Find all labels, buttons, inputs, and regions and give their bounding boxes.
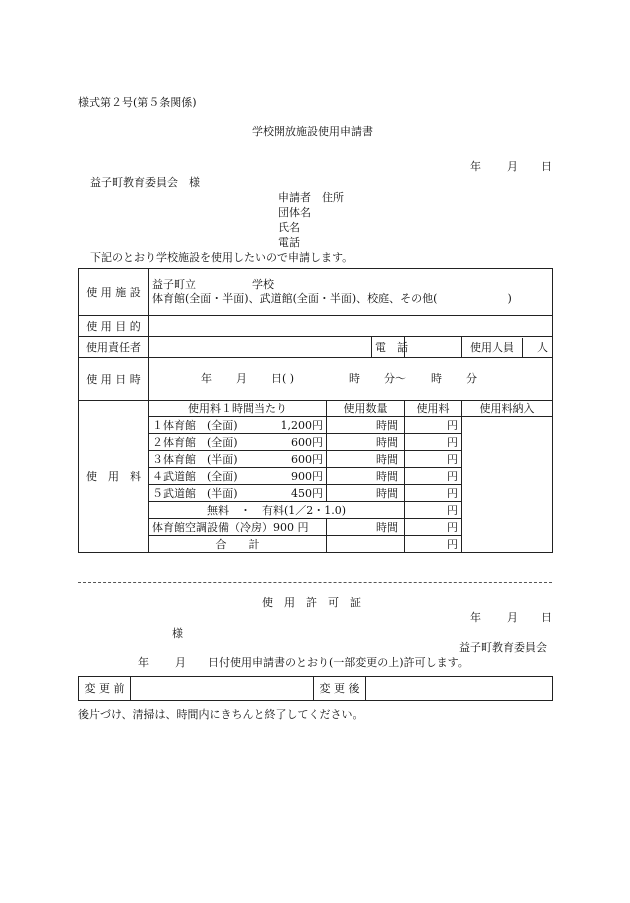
phone-label: 電 話 — [372, 337, 405, 358]
ac-fee[interactable]: 円 — [405, 519, 462, 536]
fee-header-qty: 使用数量 — [327, 401, 405, 417]
dt-min-start: 分〜 — [384, 372, 406, 385]
fee-qty-cell[interactable]: 時間 — [327, 485, 405, 502]
fee-row — [79, 417, 553, 434]
permit-date-year: 年 — [470, 611, 481, 624]
date-month: 月 — [507, 160, 518, 173]
ac-label: 体育館空調設備（冷房）900 円 — [149, 519, 327, 536]
dt-hour-end: 時 — [431, 372, 442, 385]
addressee: 益子町教育委員会 様 — [90, 176, 200, 189]
facility-school: 学校 — [252, 278, 274, 291]
phone-field[interactable] — [405, 337, 462, 358]
permit-body-year: 年 — [138, 656, 149, 669]
permit-issuer: 益子町教育委員会 — [459, 641, 547, 654]
dt-year: 年 — [201, 372, 212, 385]
dt-min-end: 分 — [466, 372, 477, 385]
fee-amount-cell[interactable]: 円 — [405, 485, 462, 502]
group-name-label: 団体名 — [278, 206, 311, 219]
fee-header-fee: 使用料 — [405, 401, 462, 417]
total-label: 合 計 — [149, 536, 327, 553]
facility-options: 体育館(全面・半面)、武道館(全面・半面)、校庭、その他( — [152, 292, 438, 305]
fee-label: 使 用 料 — [79, 401, 149, 553]
fee-header-rate: 使用料１時間当たり — [149, 401, 327, 417]
fee-amount-cell[interactable]: 円 — [405, 417, 462, 434]
fee-qty-cell[interactable]: 時間 — [327, 468, 405, 485]
facility-cell[interactable] — [149, 269, 553, 316]
form-title: 学校開放施設使用申請書 — [252, 125, 373, 138]
fee-header-paid: 使用料納入 — [462, 401, 553, 417]
fee-amount-cell[interactable]: 円 — [405, 451, 462, 468]
fee-paid-cell[interactable] — [462, 417, 553, 553]
people-unit: 人 — [537, 340, 549, 354]
change-before-label: 変 更 前 — [79, 677, 131, 701]
date-day: 日 — [541, 160, 552, 173]
fee-rate-cell: ２体育館 (全面) 600円 — [149, 434, 327, 451]
total-fee[interactable]: 円 — [405, 536, 462, 553]
section-divider — [78, 582, 552, 583]
applicant-address-label: 申請者 住所 — [278, 191, 344, 204]
responsible-field[interactable] — [149, 337, 372, 358]
change-after-label: 変 更 後 — [314, 677, 366, 701]
dt-hour-start: 時 — [349, 372, 360, 385]
fee-qty-cell[interactable]: 時間 — [327, 451, 405, 468]
form-number: 様式第２号(第５条関係) — [78, 96, 197, 109]
free-paid-option[interactable]: 無料 ・ 有料(1／2・1.0) — [149, 502, 405, 519]
total-qty — [327, 536, 405, 553]
permit-date-month: 月 — [507, 611, 518, 624]
intro-text: 下記のとおり学校施設を使用したいので申請します。 — [90, 251, 354, 264]
applicant-phone-label: 電話 — [278, 236, 300, 249]
dt-day: 日( ) — [271, 372, 295, 385]
change-before-field[interactable] — [131, 677, 314, 701]
free-paid-fee[interactable]: 円 — [405, 502, 462, 519]
cleanup-note: 後片づけ、清掃は、時間内にきちんと終了してください。 — [78, 708, 364, 721]
purpose-label: 使 用 目 的 — [79, 316, 149, 337]
fee-qty-cell[interactable]: 時間 — [327, 434, 405, 451]
change-table — [78, 676, 553, 701]
facility-label: 使 用 施 設 — [79, 269, 149, 316]
permit-title: 使 用 許 可 証 — [262, 596, 361, 609]
people-label: 使用人員 — [462, 338, 523, 357]
datetime-label: 使 用 日 時 — [79, 358, 149, 401]
fee-rate-cell: ４武道館 (全面) 900円 — [149, 468, 327, 485]
purpose-field[interactable] — [149, 316, 553, 337]
fee-qty-cell[interactable]: 時間 — [327, 417, 405, 434]
permit-addressee: 様 — [172, 627, 183, 640]
dt-month: 月 — [236, 372, 247, 385]
people-cell[interactable] — [462, 337, 553, 358]
permit-body-text: 日付使用申請書のとおり(一部変更の上)許可します。 — [208, 656, 469, 669]
permit-date-day: 日 — [541, 611, 552, 624]
ac-qty[interactable]: 時間 — [327, 519, 405, 536]
date-year: 年 — [470, 160, 481, 173]
applicant-name-label: 氏名 — [278, 221, 300, 234]
fee-amount-cell[interactable]: 円 — [405, 468, 462, 485]
datetime-field[interactable] — [149, 358, 553, 401]
change-after-field[interactable] — [366, 677, 553, 701]
facility-options-end: ) — [507, 292, 512, 305]
responsible-label: 使用責任者 — [79, 337, 149, 358]
permit-body-month: 月 — [175, 656, 186, 669]
application-table — [78, 268, 553, 553]
fee-rate-cell: １体育館 (全面) 1,200円 — [149, 417, 327, 434]
facility-town: 益子町立 — [152, 278, 196, 291]
fee-amount-cell[interactable]: 円 — [405, 434, 462, 451]
fee-rate-cell: ５武道館 (半面) 450円 — [149, 485, 327, 502]
fee-rate-cell: ３体育館 (半面) 600円 — [149, 451, 327, 468]
